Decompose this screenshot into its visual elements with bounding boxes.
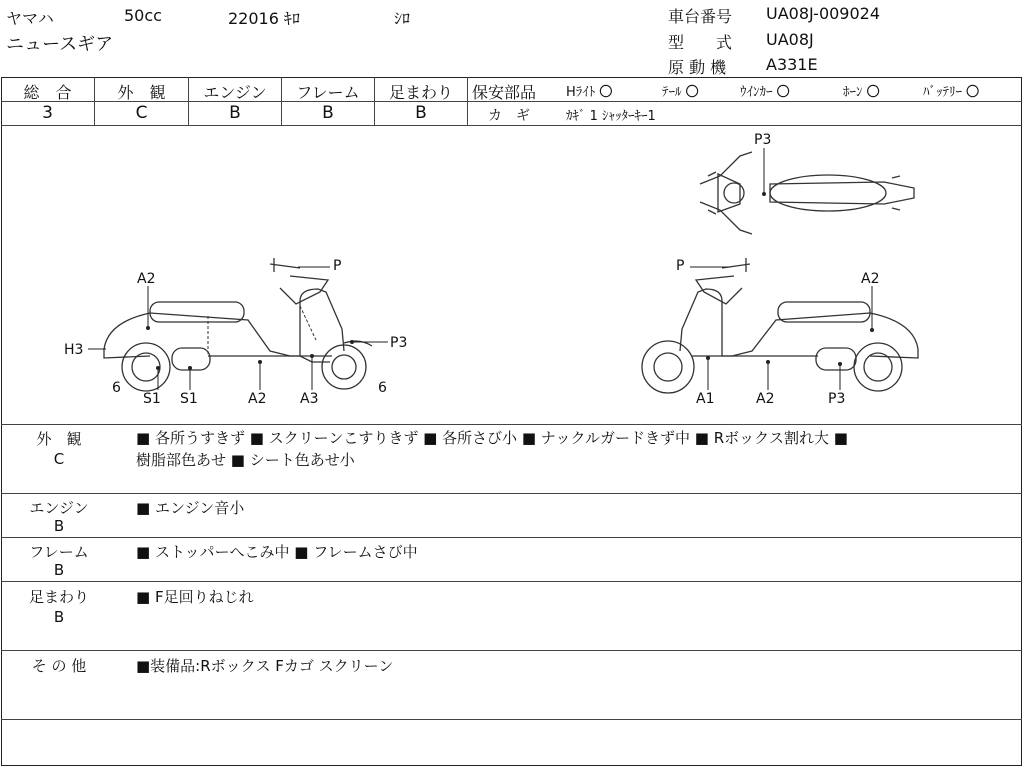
grade-label-engine: エンジン bbox=[203, 83, 267, 102]
left-label-s1-b: S1 bbox=[180, 391, 198, 407]
detail-title-other: そ の 他 bbox=[31, 657, 87, 675]
detail-text-suspension: ■ F足回りねじれ bbox=[136, 588, 254, 606]
left-label-six-right: 6 bbox=[378, 380, 387, 396]
left-label-h3: H3 bbox=[64, 342, 84, 358]
left-label-s1-a: S1 bbox=[143, 391, 161, 407]
scooter-top-view bbox=[700, 152, 914, 234]
safety-headlight: Hﾗｲﾄ 〇 bbox=[566, 85, 613, 100]
left-label-six-left: 6 bbox=[112, 380, 121, 396]
top-label-p3: P3 bbox=[754, 132, 772, 148]
safety-battery: ﾊﾞｯﾃﾘｰ 〇 bbox=[923, 85, 980, 100]
grade-value-overall: 3 bbox=[42, 103, 53, 123]
detail-text-frame: ■ ストッパーへこみ中 ■ フレームさび中 bbox=[136, 543, 418, 561]
left-label-a3: A3 bbox=[300, 391, 319, 407]
maker: ヤマハ bbox=[6, 9, 54, 28]
safety-horn: ﾎｰﾝ 〇 bbox=[843, 85, 880, 100]
grade-value-suspension: B bbox=[415, 103, 427, 123]
color: ｼﾛ bbox=[394, 9, 411, 28]
headlight-ok-mark: 〇 bbox=[599, 85, 613, 100]
detail-text-engine: ■ エンジン音小 bbox=[136, 499, 245, 517]
right-label-a2-bottom: A2 bbox=[756, 391, 775, 407]
detail-text-other: ■装備品:Rボックス Fカゴ スクリーン bbox=[136, 657, 394, 675]
details-divider-2 bbox=[1, 537, 1022, 538]
engine-value: A331E bbox=[766, 55, 818, 74]
grade-value-exterior: C bbox=[135, 103, 148, 123]
detail-text-exterior-2: 樹脂部色あせ ■ シート色あせ小 bbox=[136, 451, 355, 469]
details-divider-5 bbox=[1, 719, 1022, 720]
key-label: カ ギ bbox=[488, 108, 530, 124]
grade-col-5 bbox=[467, 77, 468, 125]
grade-label-suspension: 足まわり bbox=[388, 83, 453, 102]
details-divider-1 bbox=[1, 493, 1022, 494]
left-label-p: P bbox=[333, 258, 342, 274]
detail-grade-frame: B bbox=[53, 561, 65, 579]
detail-grade-exterior: C bbox=[53, 450, 65, 468]
type-value: UA08J bbox=[766, 30, 814, 49]
detail-grade-suspension: B bbox=[53, 608, 65, 626]
details-divider-3 bbox=[1, 581, 1022, 582]
safety-winker: ｳｲﾝｶｰ 〇 bbox=[740, 85, 790, 100]
right-label-a2-top: A2 bbox=[861, 271, 880, 287]
horn-ok-mark: 〇 bbox=[866, 85, 880, 100]
detail-grade-engine: B bbox=[53, 517, 65, 535]
frame-no-label: 車台番号 bbox=[668, 7, 733, 26]
right-label-p3: P3 bbox=[828, 391, 846, 407]
left-label-a2-top: A2 bbox=[137, 271, 156, 287]
detail-text-exterior-1: ■ 各所うすきず ■ スクリーンこすりきず ■ 各所さび小 ■ ナックルガードきず中 ■ Rボックス割れ大 ■ bbox=[136, 429, 848, 447]
key-value: ｶｷﾞ 1 ｼｬｯﾀｰｷｰ1 bbox=[566, 109, 656, 124]
safety-title: 保安部品 bbox=[472, 83, 537, 102]
model-name: ニュースギア bbox=[6, 34, 114, 55]
right-leaders bbox=[690, 267, 872, 390]
grade-label-overall: 総 合 bbox=[23, 83, 72, 102]
engine-label: 原 動 機 bbox=[668, 58, 727, 77]
right-label-a1: A1 bbox=[696, 391, 715, 407]
grade-label-exterior: 外 観 bbox=[117, 83, 166, 102]
right-label-p: P bbox=[676, 258, 685, 274]
winker-ok-mark: 〇 bbox=[776, 85, 790, 100]
details-divider-4 bbox=[1, 650, 1022, 651]
grade-label-frame: フレーム bbox=[296, 83, 360, 102]
diagram-bottom bbox=[1, 424, 1022, 425]
detail-title-engine: エンジン bbox=[29, 499, 89, 517]
detail-title-exterior: 外 観 bbox=[36, 430, 82, 448]
left-label-p3: P3 bbox=[390, 335, 408, 351]
grade-value-engine: B bbox=[229, 103, 241, 123]
grade-value-frame: B bbox=[322, 103, 334, 123]
tail-ok-mark: 〇 bbox=[685, 85, 699, 100]
mileage: 22016 ｷﾛ bbox=[228, 9, 300, 28]
detail-title-suspension: 足まわり bbox=[28, 588, 89, 606]
detail-title-frame: フレーム bbox=[29, 543, 89, 561]
safety-tail: ﾃｰﾙ 〇 bbox=[662, 85, 699, 100]
frame-no: UA08J-009024 bbox=[766, 4, 881, 23]
left-label-a2-bottom: A2 bbox=[248, 391, 267, 407]
battery-ok-mark: 〇 bbox=[966, 85, 980, 100]
type-label: 型 式 bbox=[668, 33, 733, 52]
displacement: 50cc bbox=[124, 6, 162, 25]
